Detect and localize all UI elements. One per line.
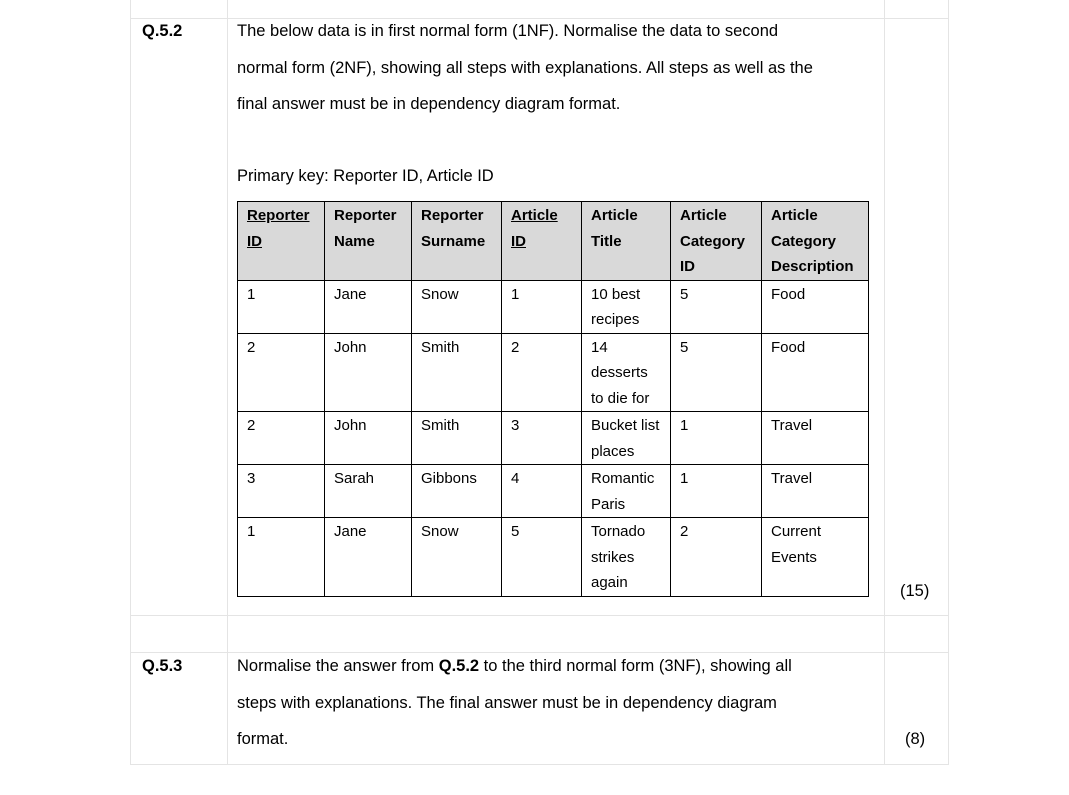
table-cell: 1 xyxy=(238,518,325,597)
primary-key-label: Primary key: Reporter ID, Article ID xyxy=(237,167,494,185)
table-cell: Snow xyxy=(412,280,502,333)
question-reference: Q.5.2 xyxy=(438,657,480,675)
table-cell: Tornado strikes again xyxy=(582,518,671,597)
table-cell: 3 xyxy=(238,465,325,518)
column-header: Reporter Surname xyxy=(412,202,502,281)
grid-line xyxy=(130,764,949,765)
column-header: Article Title xyxy=(582,202,671,281)
table-cell: Jane xyxy=(325,518,412,597)
grid-line xyxy=(130,615,949,616)
table-cell: 1 xyxy=(502,280,582,333)
question-line: The below data is in first normal form (1NF). Normalise the data to second xyxy=(237,22,779,40)
table-cell: 2 xyxy=(671,518,762,597)
question-number: Q.5.3 xyxy=(142,657,183,675)
question-page xyxy=(130,0,949,765)
table-row xyxy=(238,518,869,597)
table-row xyxy=(238,465,869,518)
text-segment: Normalise the answer from xyxy=(237,657,439,675)
table-cell: 2 xyxy=(238,333,325,412)
question-number: Q.5.2 xyxy=(142,22,183,40)
table-cell: 10 best recipes xyxy=(582,280,671,333)
table-cell: Food xyxy=(762,333,869,412)
table-cell: John xyxy=(325,412,412,465)
column-header: Article ID xyxy=(502,202,582,281)
marks-label: (8) xyxy=(905,730,926,748)
data-table xyxy=(237,201,869,597)
table-cell: 5 xyxy=(502,518,582,597)
question-text xyxy=(237,648,877,758)
table-row xyxy=(238,333,869,412)
table-cell: 5 xyxy=(671,333,762,412)
table-cell: Sarah xyxy=(325,465,412,518)
table-cell: 14 desserts to die for xyxy=(582,333,671,412)
table-cell: Gibbons xyxy=(412,465,502,518)
column-header: Article Category ID xyxy=(671,202,762,281)
table-cell: Smith xyxy=(412,412,502,465)
grid-line xyxy=(948,0,949,765)
question-line: steps with explanations. The final answer must be in dependency diagram xyxy=(237,693,777,712)
table-cell: 1 xyxy=(238,280,325,333)
table-cell: Travel xyxy=(762,412,869,465)
table-cell: Smith xyxy=(412,333,502,412)
table-row xyxy=(238,280,869,333)
table-cell: Travel xyxy=(762,465,869,518)
text-segment: to the third normal form (3NF), showing all xyxy=(479,657,792,675)
table-cell: Food xyxy=(762,280,869,333)
table-row xyxy=(238,412,869,465)
table-cell: 5 xyxy=(671,280,762,333)
question-line: normal form (2NF), showing all steps with explanations. All steps as well as the xyxy=(237,58,813,77)
column-header: Reporter ID xyxy=(238,202,325,281)
table-cell: John xyxy=(325,333,412,412)
table-cell: 3 xyxy=(502,412,582,465)
table-cell: 1 xyxy=(671,465,762,518)
marks-label: (15) xyxy=(900,582,930,600)
table-cell: 1 xyxy=(671,412,762,465)
question-line xyxy=(237,648,877,685)
column-header: Reporter Name xyxy=(325,202,412,281)
grid-line xyxy=(884,0,885,765)
table-cell: 4 xyxy=(502,465,582,518)
table-header-row xyxy=(238,202,869,281)
table-cell: Current Events xyxy=(762,518,869,597)
table-cell: Bucket list places xyxy=(582,412,671,465)
question-text xyxy=(237,13,877,123)
table-cell: Jane xyxy=(325,280,412,333)
table-cell: 2 xyxy=(502,333,582,412)
table-cell: 2 xyxy=(238,412,325,465)
table-cell: Romantic Paris xyxy=(582,465,671,518)
question-line: final answer must be in dependency diagram format. xyxy=(237,95,621,113)
grid-line xyxy=(130,0,131,765)
grid-line xyxy=(227,0,228,765)
question-line: format. xyxy=(237,730,289,748)
table-cell: Snow xyxy=(412,518,502,597)
column-header: Article Category Description xyxy=(762,202,869,281)
